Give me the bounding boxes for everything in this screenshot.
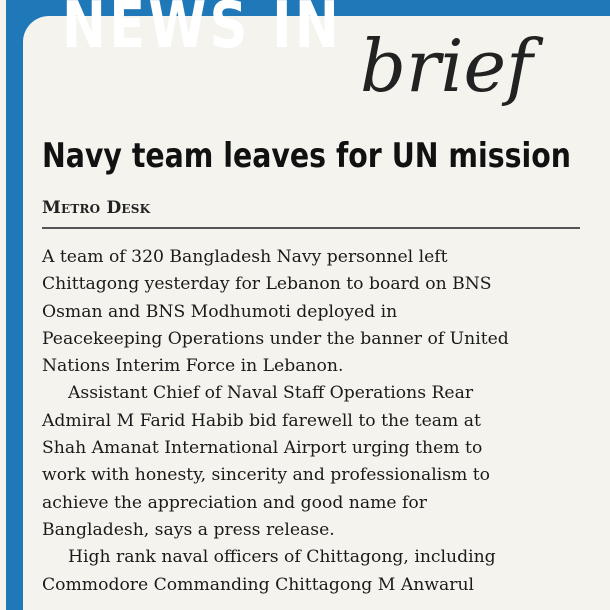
paragraph-3 [42,544,594,599]
paragraph-2 [42,380,594,544]
body-line: Nations Interim Force in Lebanon. [42,356,344,377]
body-line: Shah Amanat International Airport urging them to [42,438,483,459]
byline-divider [42,227,580,229]
section-title-brief: brief [360,24,533,108]
paragraph-1 [42,244,594,380]
section-title-news-in: NEWS IN [62,0,343,63]
body-line: Assistant Chief of Naval Staff Operations Rear [68,383,474,404]
body-line: Osman and BNS Modhumoti deployed in [42,301,398,322]
article-byline: Metro Desk [42,198,151,218]
body-line: High rank naval officers of Chittagong, including [68,547,496,568]
body-line: Chittagong yesterday for Lebanon to board on BNS [42,274,492,295]
body-line: Admiral M Farid Habib bid farewell to the team at [42,410,481,431]
article-body [42,244,594,599]
body-line: Commodore Commanding Chittagong M Anwarul [42,574,475,595]
body-line: achieve the appreciation and good name for [42,492,427,513]
body-line: A team of 320 Bangladesh Navy personnel left [42,247,448,267]
body-line: Peacekeeping Operations under the banner of United [42,328,509,349]
body-line: Bangladesh, says a press release. [42,519,335,540]
article-headline: Navy team leaves for UN mission [42,136,571,176]
body-line: work with honesty, sincerity and professionalism to [42,465,491,486]
